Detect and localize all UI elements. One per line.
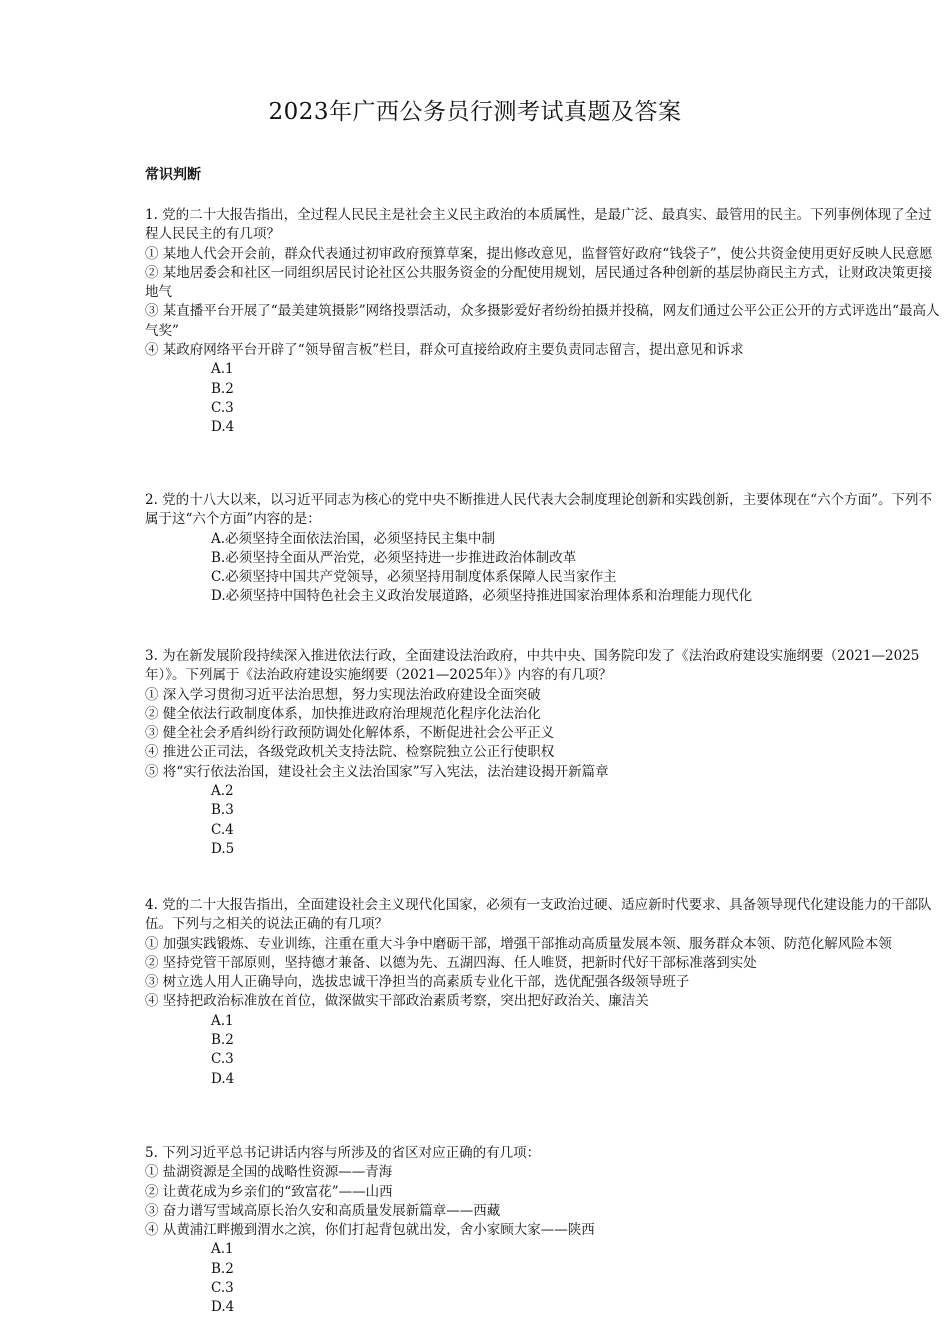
- question-statement: ① 深入学习贯彻习近平法治思想，努力实现法治政府建设全面突破: [145, 686, 541, 703]
- question-1: [145, 206, 945, 438]
- option-c: C.3: [211, 1280, 234, 1297]
- option-b: B.必须坚持全面从严治党，必须坚持进一步推进政治体制改革: [211, 549, 577, 566]
- option-a: A.必须坚持全面依法治国，必须坚持民主集中制: [211, 530, 496, 547]
- option-c: C.4: [211, 821, 234, 838]
- option-c: C.3: [211, 399, 234, 416]
- question-statement: ⑤ 将“实行依法治国，建设社会主义法治国家”写入宪法，法治建设揭开新篇章: [145, 763, 609, 780]
- question-statement: ② 某地居委会和社区一同组织居民讨论社区公共服务资金的分配使用规划，居民通过各种创新的基层协商民主方式，让财政决策更接地气: [145, 264, 933, 301]
- answer-options: [145, 1240, 945, 1317]
- answer-options: [145, 530, 945, 607]
- question-4: [145, 896, 945, 1089]
- question-2: [145, 491, 945, 607]
- question-stem: 4. 党的二十大报告指出，全面建设社会主义现代化国家，必须有一支政治过硬、适应新时代要求、具备领导现代化建设能力的干部队伍。下列与之相关的说法正确的有几项？: [145, 897, 932, 933]
- question-statement: ① 加强实践锻炼、专业训练，注重在重大斗争中磨砺干部，增强干部推动高质量发展本领、服务群众本领、防范化解风险本领: [145, 935, 892, 952]
- question-statement: ① 盐湖资源是全国的战略性资源——青海: [145, 1164, 393, 1181]
- question-statement: ② 让黄花成为乡亲们的“致富花”——山西: [145, 1183, 393, 1200]
- question-statement: ④ 推进公正司法，各级党政机关支持法院、检察院独立公正行使职权: [145, 744, 555, 761]
- option-d: D.5: [211, 840, 235, 857]
- section-heading: 常识判断: [145, 167, 201, 183]
- option-b: B.2: [211, 380, 234, 397]
- option-b: B.2: [211, 1260, 234, 1277]
- option-c: C.必须坚持中国共产党领导，必须坚持用制度体系保障人民当家作主: [211, 569, 617, 586]
- option-d: D.4: [211, 419, 235, 436]
- question-statement: ④ 从黄浦江畔搬到渭水之滨，你们打起背包就出发，舍小家顾大家——陕西: [145, 1222, 595, 1239]
- question-stem: 5. 下列习近平总书记讲话内容与所涉及的省区对应正确的有几项：: [145, 1145, 541, 1161]
- question-statement: ② 健全依法行政制度体系，加快推进政府治理规范化程序化法治化: [145, 705, 541, 722]
- question-statement: ③ 奋力谱写雪域高原长治久安和高质量发展新篇章——西藏: [145, 1202, 501, 1219]
- answer-options: [145, 782, 945, 859]
- question-statement: ② 坚持党管干部原则，坚持德才兼备、以德为先、五湖四海、任人唯贤，把新时代好干部标准落到实处: [145, 954, 757, 971]
- question-5: [145, 1144, 945, 1318]
- document-title: 2023年广西公务员行测考试真题及答案: [268, 99, 682, 125]
- question-statement: ③ 树立选人用人正确导向，选拔忠诚干净担当的高素质专业化干部，选优配强各级领导班子: [145, 974, 690, 991]
- option-d: D.4: [211, 1299, 235, 1316]
- answer-options: [145, 1012, 945, 1089]
- answer-options: [145, 360, 945, 437]
- question-stem: 1. 党的二十大报告指出，全过程人民民主是社会主义民主政治的本质属性，是最广泛、最真实、最管用的民主。下列事例体现了全过程人民民主的有几项？: [145, 207, 932, 243]
- question-statement: ④ 某政府网络平台开辟了“领导留言板”栏目，群众可直接给政府主要负责同志留言，提出意见和诉求: [145, 342, 744, 359]
- option-a: A.1: [211, 1241, 234, 1258]
- option-d: D.4: [211, 1070, 235, 1087]
- option-a: A.1: [211, 361, 234, 378]
- question-statement: ③ 某直播平台开展了“最美建筑摄影”网络投票活动，众多摄影爱好者纷纷拍摄并投稿，网友们通过公平公正公开的方式评选出“最高人气奖”: [145, 303, 940, 339]
- option-c: C.3: [211, 1051, 234, 1068]
- option-a: A.1: [211, 1012, 234, 1029]
- option-b: B.3: [211, 802, 234, 819]
- question-stem: 3. 为在新发展阶段持续深入推进依法行政，全面建设法治政府，中共中央、国务院印发了《法治政府建设实施纲要（2021—2025年）》。下列属于《法治政府建设实施纲要（2021—2025年）》内容的有几项？: [145, 648, 920, 684]
- option-a: A.2: [211, 783, 234, 800]
- question-statement: ③ 健全社会矛盾纠纷行政预防调处化解体系，不断促进社会公平正义: [145, 725, 555, 742]
- question-statement: ④ 坚持把政治标准放在首位，做深做实干部政治素质考察，突出把好政治关、廉洁关: [145, 993, 649, 1010]
- question-3: [145, 647, 945, 859]
- option-b: B.2: [211, 1032, 234, 1049]
- question-statement: ① 某地人代会开会前，群众代表通过初审政府预算草案，提出修改意见，监督管好政府“钱袋子”，使公共资金使用更好反映人民意愿: [145, 245, 933, 262]
- question-stem: 2. 党的十八大以来，以习近平同志为核心的党中央不断推进人民代表大会制度理论创新和实践创新，主要体现在“六个方面”。下列不属于这“六个方面”内容的是：: [145, 492, 932, 528]
- option-d: D.必须坚持中国特色社会主义政治发展道路，必须坚持推进国家治理体系和治理能力现代化: [211, 588, 753, 605]
